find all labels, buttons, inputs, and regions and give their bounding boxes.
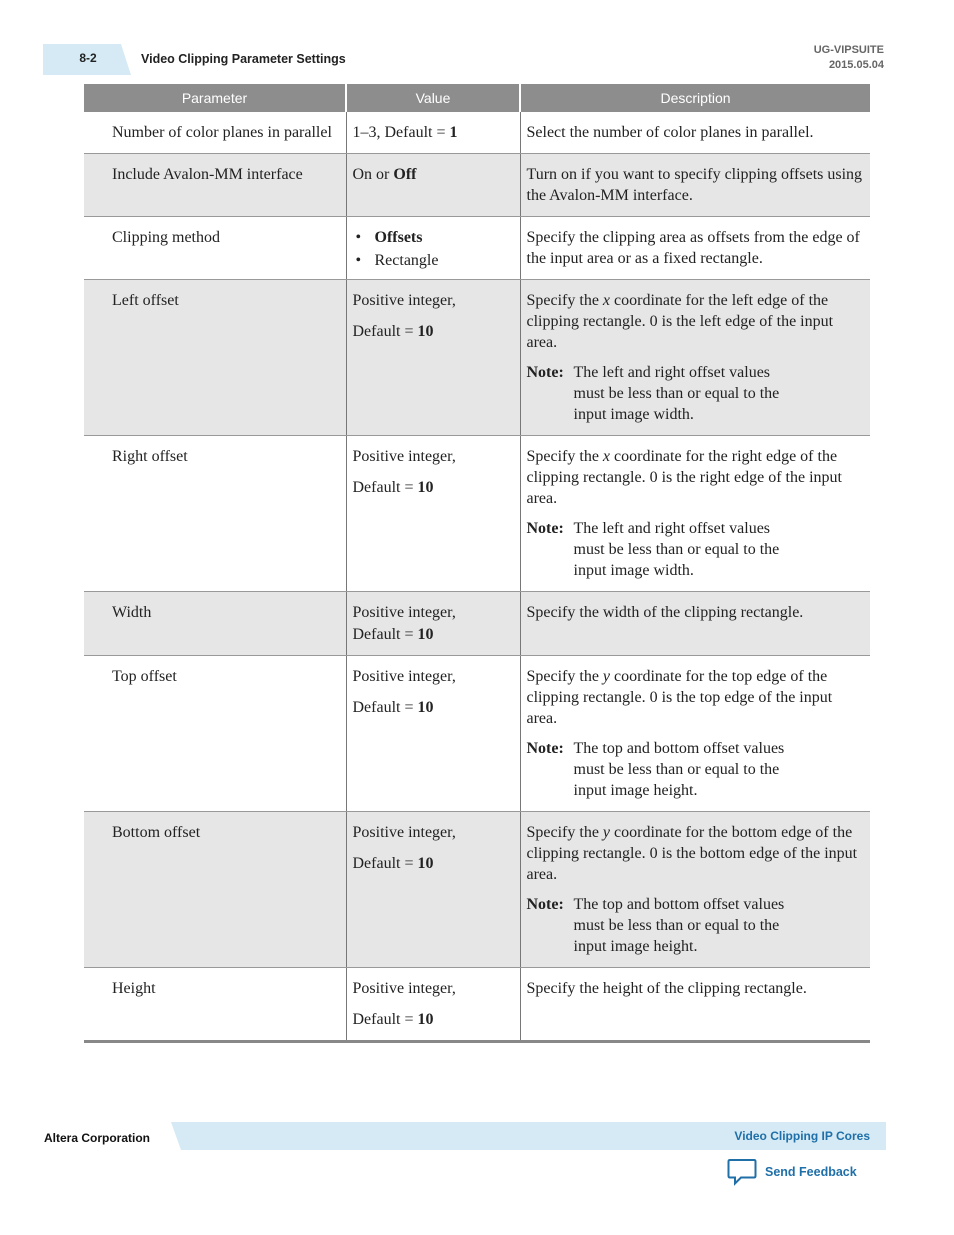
description-cell: Specify the clipping area as offsets from the edge of the input area or as a fixed rectangle.	[520, 217, 870, 280]
table-row	[84, 436, 870, 592]
table-row	[84, 656, 870, 812]
send-feedback-label: Send Feedback	[765, 1165, 857, 1179]
doc-info	[814, 43, 884, 73]
value-text: Default =	[352, 855, 418, 872]
value-text: Default =	[352, 479, 418, 496]
column-header-parameter: Parameter	[84, 84, 346, 112]
note: Note: The left and right offset values must be less than or equal to the input image width.	[526, 520, 780, 579]
value-text: Default =	[352, 699, 418, 716]
company-name: Altera Corporation	[44, 1131, 151, 1145]
value-cell	[346, 217, 520, 280]
value-text: Positive integer,	[352, 448, 456, 465]
value-default: 10	[417, 855, 434, 872]
value-text: Positive integer,	[352, 668, 456, 685]
description-text: Specify the x coordinate for the right edge of the clipping rectangle. 0 is the right edge of the input area.	[526, 448, 842, 507]
value-text: Default =	[352, 626, 418, 643]
value-default: 10	[417, 699, 434, 716]
description-cell: Turn on if you want to specify clipping offsets using the Avalon-MM interface.	[520, 154, 870, 217]
doc-id: UG-VIPSUITE	[813, 44, 884, 56]
option-item: • Offsets	[353, 226, 514, 249]
note: Note: The top and bottom offset values must be less than or equal to the input image height.	[526, 740, 785, 799]
parameter-cell: Width	[84, 592, 346, 656]
table-row	[84, 968, 870, 1042]
value-default: 10	[417, 626, 434, 643]
parameter-cell: Number of color planes in parallel	[84, 112, 346, 154]
table-row	[84, 217, 870, 280]
description-cell	[520, 656, 870, 812]
value-cell	[346, 154, 520, 217]
description-cell	[520, 280, 870, 436]
description-cell: Specify the width of the clipping rectangle.	[520, 592, 870, 656]
value-text: Positive integer,	[352, 980, 456, 997]
value-default: 10	[417, 1011, 434, 1028]
value-cell	[346, 968, 520, 1042]
value-cell	[346, 436, 520, 592]
table-row	[84, 812, 870, 968]
value-text: Default =	[352, 323, 418, 340]
speech-bubble-icon	[727, 1158, 757, 1186]
value-cell	[346, 592, 520, 656]
value-text: Positive integer,	[352, 292, 456, 309]
parameter-cell: Bottom offset	[84, 812, 346, 968]
parameter-cell: Top offset	[84, 656, 346, 812]
value-cell	[346, 280, 520, 436]
value-text: Default =	[352, 1011, 418, 1028]
value-default: 10	[417, 479, 434, 496]
column-header-description: Description	[520, 84, 870, 112]
value-cell	[346, 112, 520, 154]
value-default: 10	[417, 323, 434, 340]
table-row	[84, 592, 870, 656]
parameter-cell: Include Avalon-MM interface	[84, 154, 346, 217]
parameter-table	[84, 84, 870, 1043]
section-title: Video Clipping Parameter Settings	[141, 52, 346, 66]
page-number: 8-2	[79, 51, 97, 65]
value-default: Off	[393, 166, 417, 183]
send-feedback-link[interactable]	[727, 1158, 857, 1186]
table-row	[84, 112, 870, 154]
description-cell: Select the number of color planes in parallel.	[520, 112, 870, 154]
note: Note: The left and right offset values must be less than or equal to the input image width.	[526, 364, 780, 423]
option-list	[353, 226, 514, 272]
description-cell	[520, 812, 870, 968]
table-header-row	[84, 84, 870, 112]
parameter-cell: Height	[84, 968, 346, 1042]
parameter-cell: Right offset	[84, 436, 346, 592]
value-cell	[346, 656, 520, 812]
parameter-cell: Left offset	[84, 280, 346, 436]
column-header-value: Value	[346, 84, 520, 112]
parameter-cell: Clipping method	[84, 217, 346, 280]
doc-date: 2015.05.04	[828, 59, 884, 71]
description-cell	[520, 436, 870, 592]
table-row	[84, 280, 870, 436]
note: Note: The top and bottom offset values must be less than or equal to the input image height.	[526, 896, 785, 955]
description-cell: Specify the height of the clipping rectangle.	[520, 968, 870, 1042]
value-text: On or	[352, 166, 394, 183]
value-text: 1–3, Default =	[352, 124, 450, 141]
value-cell	[346, 812, 520, 968]
description-text: Specify the y coordinate for the top edge of the clipping rectangle. 0 is the top edge of the input area.	[526, 668, 833, 727]
value-default: 1	[449, 124, 458, 141]
value-text: Positive integer,	[352, 824, 456, 841]
description-text: Specify the x coordinate for the left edge of the clipping rectangle. 0 is the left edge of the input area.	[526, 292, 834, 351]
value-text: Positive integer,	[352, 604, 456, 621]
table-row	[84, 154, 870, 217]
option-item: • Rectangle	[353, 249, 514, 272]
chapter-link[interactable]: Video Clipping IP Cores	[734, 1129, 870, 1143]
description-text: Specify the y coordinate for the bottom edge of the clipping rectangle. 0 is the bottom edge of the input area.	[526, 824, 858, 883]
